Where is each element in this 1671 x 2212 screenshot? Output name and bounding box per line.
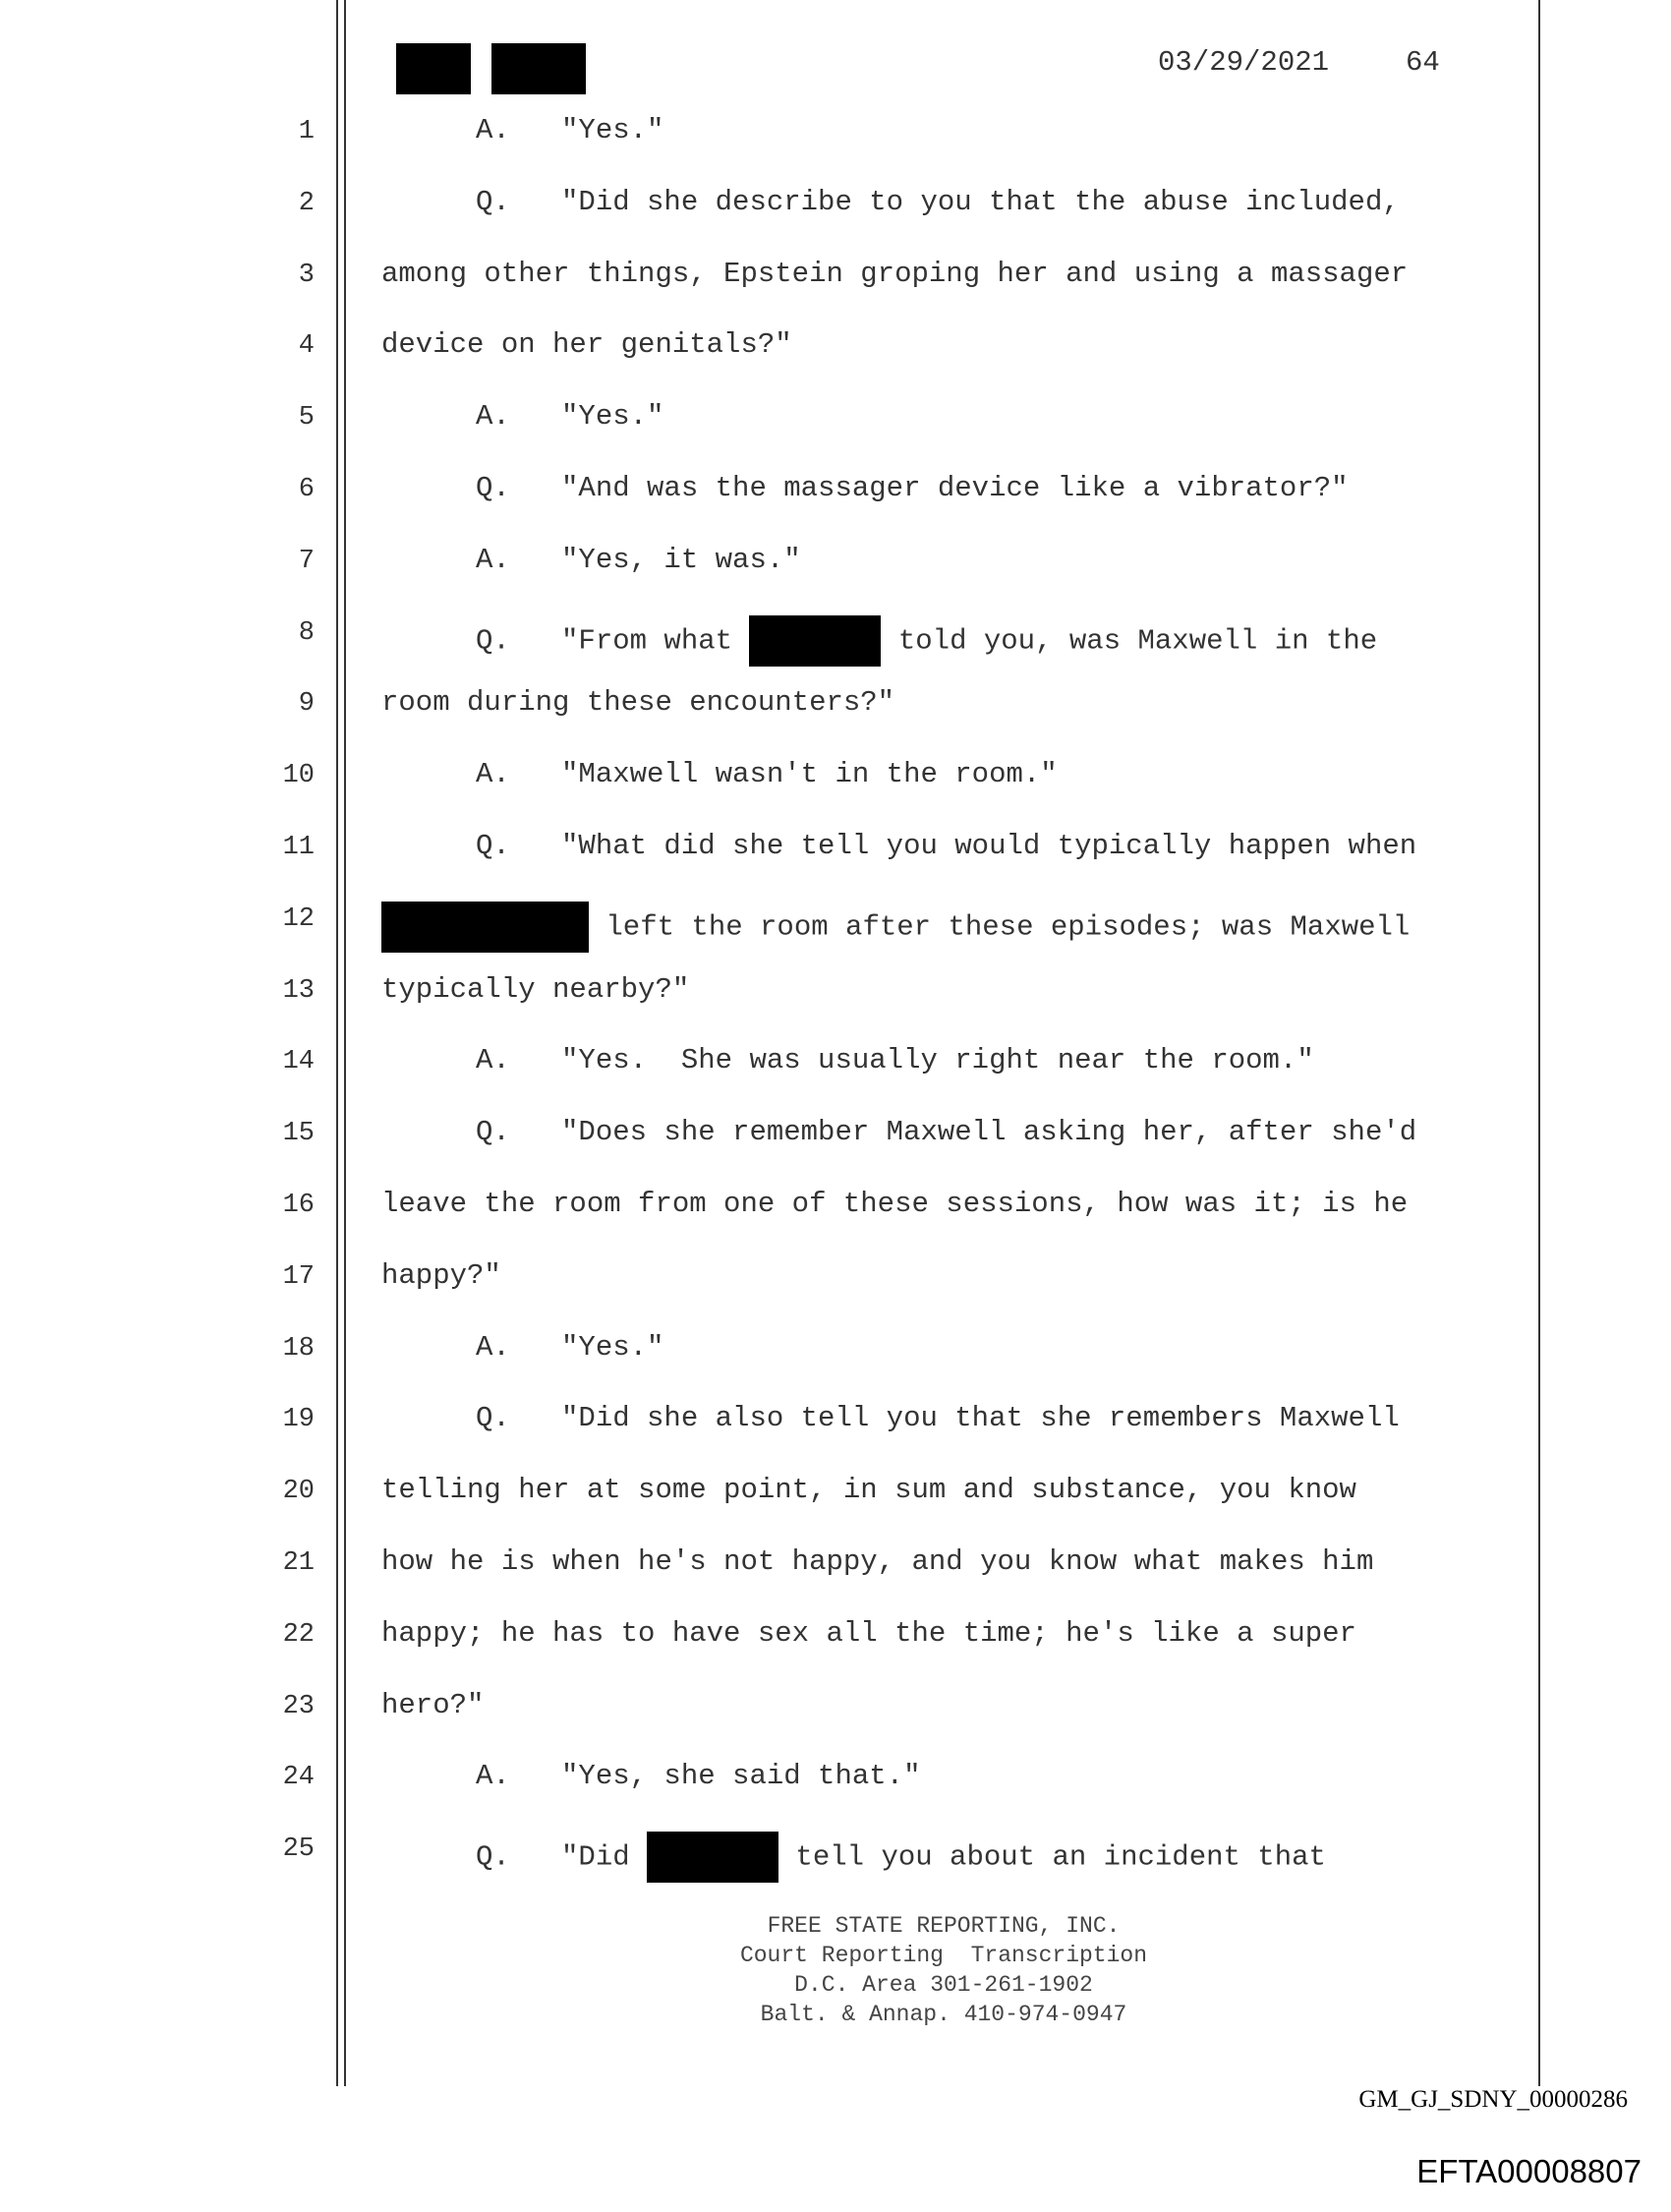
line-text: A. "Yes."	[476, 1331, 664, 1364]
line-text: how he is when he's not happy, and you know what makes him	[381, 1545, 1374, 1578]
transcript-line	[381, 328, 792, 362]
header-redaction-2	[491, 43, 586, 94]
line-text: Q. "Does she remember Maxwell asking her, after she'd	[476, 1116, 1417, 1148]
transcript-line	[476, 758, 1058, 791]
line-number: 22	[282, 1620, 315, 1650]
transcript-line	[476, 1331, 663, 1365]
line-number: 23	[282, 1692, 315, 1721]
line-number: 17	[282, 1262, 315, 1292]
line-text: room during these encounters?"	[381, 686, 895, 719]
line-text: A. "Yes."	[476, 114, 664, 146]
line-number: 9	[298, 689, 315, 719]
footer-services: Court Reporting Transcription	[739, 1943, 1148, 1968]
transcript-line	[381, 1617, 1356, 1651]
transcript-line	[476, 1116, 1416, 1149]
footer-dc-phone: D.C. Area 301-261-1902	[794, 1972, 1093, 1998]
line-text: A. "Yes, she said that."	[476, 1760, 921, 1792]
transcript-line	[476, 830, 1416, 863]
line-text: Q. "Did	[476, 1840, 648, 1874]
line-text: among other things, Epstein groping her and using a massager	[381, 258, 1409, 290]
line-number: 5	[298, 403, 315, 433]
line-text: A. "Yes. She was usually right near the room."	[476, 1044, 1314, 1077]
transcript-line	[476, 114, 663, 147]
line-text: hero?"	[381, 1689, 485, 1721]
line-number: 7	[298, 547, 315, 576]
line-text: Q. "Did she describe to you that the abuse included,	[476, 186, 1400, 218]
right-margin-rule	[1538, 0, 1540, 2086]
transcript-line	[476, 1402, 1400, 1435]
transcript-line	[476, 400, 663, 434]
line-text: left the room after these episodes; was Maxwell	[589, 910, 1411, 944]
line-text: leave the room from one of these sessions, how was it; is he	[381, 1188, 1409, 1220]
transcript-line	[381, 1474, 1356, 1507]
redaction-block	[749, 615, 881, 667]
line-number: 10	[282, 761, 315, 790]
transcript-line	[476, 1832, 1326, 1883]
transcript-line	[476, 186, 1400, 219]
line-number: 16	[282, 1191, 315, 1220]
line-number: 25	[282, 1834, 315, 1864]
line-text: A. "Yes, it was."	[476, 544, 801, 576]
line-text: telling her at some point, in sum and substance, you know	[381, 1474, 1356, 1506]
line-text: told you, was Maxwell in the	[881, 624, 1378, 658]
transcript-line	[476, 544, 801, 577]
transcript-line	[476, 1044, 1314, 1077]
line-number: 20	[282, 1477, 315, 1506]
transcript-line	[381, 973, 689, 1007]
reporter-footer	[590, 1911, 1297, 2029]
transcript-line	[381, 258, 1408, 291]
line-number: 4	[298, 331, 315, 361]
line-number: 3	[298, 261, 315, 290]
header-date: 03/29/2021	[1158, 46, 1330, 79]
left-margin-rule-outer	[336, 0, 338, 2086]
line-number: 21	[282, 1548, 315, 1578]
line-number: 19	[282, 1405, 315, 1434]
left-margin-rule-inner	[344, 0, 346, 2086]
line-text: Q. "What did she tell you would typically happen when	[476, 830, 1417, 862]
line-text: Q. "Did she also tell you that she remembers Maxwell	[476, 1402, 1400, 1434]
line-text: Q. "And was the massager device like a vibrator?"	[476, 472, 1349, 504]
line-number: 15	[282, 1119, 315, 1148]
transcript-line	[381, 686, 894, 720]
transcript-line	[381, 902, 1410, 953]
line-number: 2	[298, 189, 315, 218]
line-number: 14	[282, 1047, 315, 1077]
line-text: A. "Maxwell wasn't in the room."	[476, 758, 1058, 790]
transcript-line	[381, 1689, 484, 1722]
transcript-line	[476, 1760, 920, 1793]
line-text: A. "Yes."	[476, 400, 664, 433]
transcript-line	[381, 1188, 1408, 1221]
line-text: Q. "From what	[476, 624, 750, 658]
line-number: 6	[298, 475, 315, 504]
footer-balt-phone: Balt. & Annap. 410-974-0947	[760, 2002, 1127, 2027]
line-number: 13	[282, 976, 315, 1006]
line-number: 24	[282, 1763, 315, 1792]
transcript-line	[381, 1259, 501, 1293]
line-text: device on her genitals?"	[381, 328, 792, 361]
transcript-line	[476, 615, 1377, 667]
line-text: happy; he has to have sex all the time; he's like a super	[381, 1617, 1356, 1650]
bates-number: GM_GJ_SDNY_00000286	[1358, 2086, 1628, 2113]
line-text: typically nearby?"	[381, 973, 690, 1006]
line-number: 1	[298, 117, 315, 146]
line-number: 11	[282, 833, 315, 862]
transcript-line	[381, 1545, 1373, 1579]
redaction-block	[381, 902, 589, 953]
line-number: 12	[282, 904, 315, 934]
efta-number: EFTA00008807	[1416, 2153, 1642, 2189]
transcript-line	[476, 472, 1349, 505]
line-text: happy?"	[381, 1259, 501, 1292]
redaction-block	[647, 1832, 778, 1883]
header-page-number: 64	[1406, 46, 1440, 79]
line-text: tell you about an incident that	[778, 1840, 1326, 1874]
line-number: 18	[282, 1334, 315, 1364]
header-redaction-1	[396, 43, 471, 94]
footer-company: FREE STATE REPORTING, INC.	[767, 1913, 1121, 1939]
line-number: 8	[298, 618, 315, 648]
